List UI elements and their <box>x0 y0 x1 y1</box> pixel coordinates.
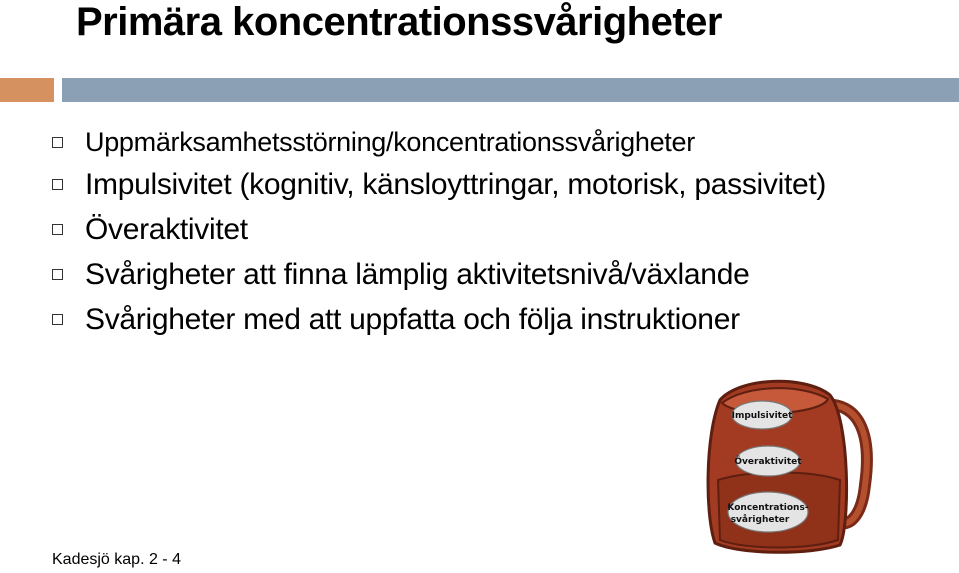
bullet-item <box>52 297 826 342</box>
source-footer: Kadesjö kap. 2 - 4 <box>52 551 181 568</box>
slide-title: Primära koncentrationssvårigheter <box>76 0 722 44</box>
square-bullet-icon <box>52 314 63 325</box>
square-bullet-icon <box>52 269 63 280</box>
square-bullet-icon <box>52 179 63 190</box>
bullet-item <box>52 122 826 162</box>
label-svarigheter: svårigheter <box>730 515 790 525</box>
square-bullet-icon <box>52 224 63 235</box>
bullet-text: Impulsivitet (kognitiv, känsloyttringar, motorisk, passivitet) <box>85 167 827 201</box>
label-impulsivitet: Impulsivitet <box>731 411 793 421</box>
header-bar <box>62 78 959 102</box>
bullet-text: Uppmärksamhetsstörning/koncentrationssvårigheter <box>85 126 695 157</box>
bullet-item <box>52 207 826 252</box>
bullet-list <box>52 122 826 342</box>
bullet-item <box>52 162 826 207</box>
square-bullet-icon <box>52 137 63 148</box>
backpack-illustration <box>700 375 875 555</box>
bullet-item <box>52 252 826 297</box>
bullet-text: Svårigheter med att uppfatta och följa instruktioner <box>85 302 740 336</box>
bullet-text: Överaktivitet <box>85 212 248 246</box>
label-koncentrations: Koncentrations- <box>727 503 809 513</box>
label-overaktivitet: Överaktivitet <box>734 457 802 467</box>
accent-bar <box>0 78 54 102</box>
bullet-text: Svårigheter att finna lämplig aktivitetsnivå/växlande <box>85 257 750 291</box>
